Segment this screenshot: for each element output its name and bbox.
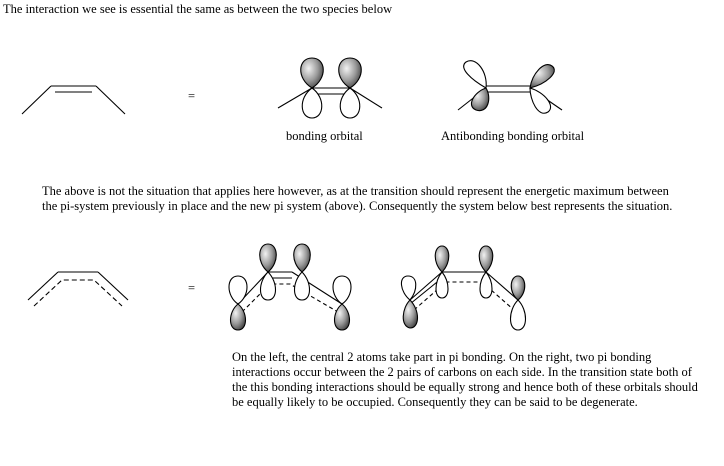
explanation-paragraph: The above is not the situation that applies here however, as at the transition should represent the energetic maximum between the pi-system previously in place and the new pi system (above). Consequently the system below best represents the situation. (42, 184, 673, 213)
degenerate-orbital-right (401, 246, 525, 330)
antibonding-orbital-diagram (458, 61, 562, 113)
intro-text: The interaction we see is essential the same as between the two species below (3, 2, 393, 16)
bonding-orbital-diagram (278, 58, 382, 118)
delocalized-structure (28, 272, 128, 306)
cis-alkene-structure (22, 86, 125, 114)
label-antibonding-orbital: Antibonding bonding orbital (441, 129, 585, 143)
equals-sign-row1: = (188, 89, 196, 103)
equals-sign-row2: = (188, 281, 196, 295)
label-bonding-orbital: bonding orbital (286, 129, 363, 143)
degenerate-explanation-paragraph: On the left, the central 2 atoms take part in pi bonding. On the right, two pi bonding interactions occur between the 2 pairs of carbons on each side. In the transition state both of the this bonding interactions should be equally strong and hence both of these orbitals should be equally likely to be occupied. Consequently they can be said to be degenerate. (232, 350, 698, 409)
degenerate-orbital-left (229, 244, 351, 330)
